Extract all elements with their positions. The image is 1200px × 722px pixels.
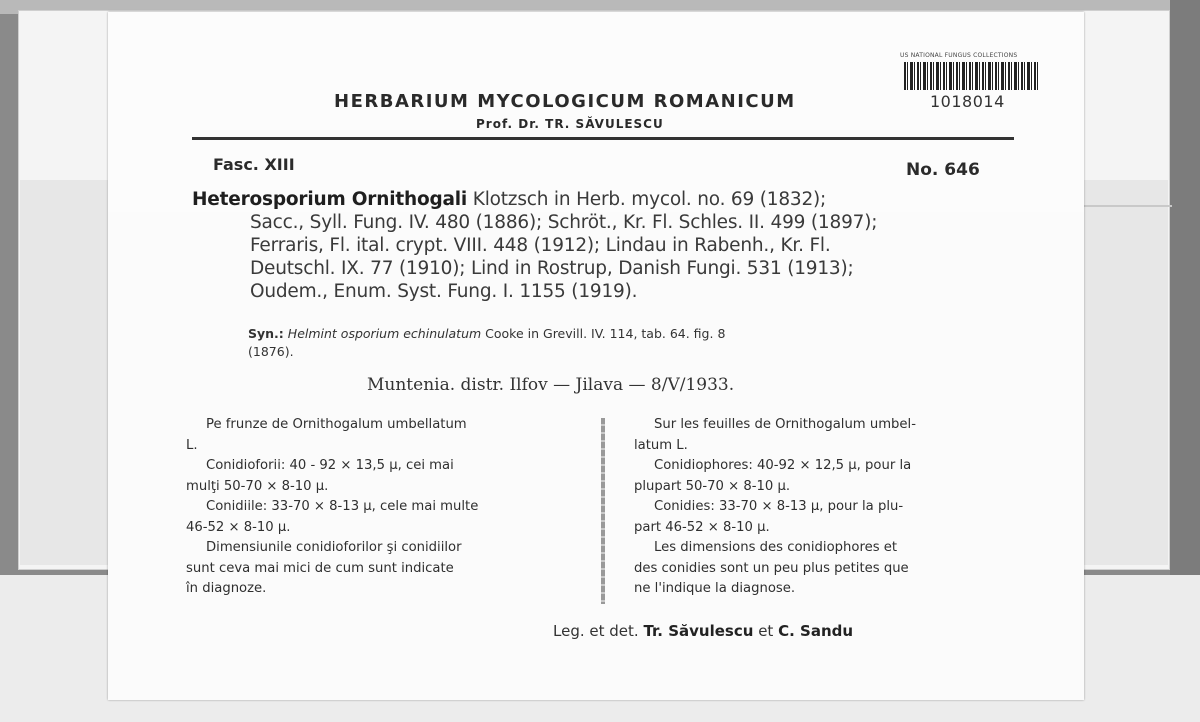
description-romanian: [186, 415, 586, 600]
barcode-number: 1018014: [930, 92, 1005, 111]
description-line: 46-52 × 8-10 μ.: [186, 519, 291, 535]
description-line: ne l'indique la diagnose.: [634, 581, 796, 596]
description-line: L.: [186, 437, 198, 453]
synonym-year: (1876).: [248, 344, 294, 359]
barcode-icon: [904, 62, 1040, 90]
fascicle-number: Fasc. XIII: [213, 155, 295, 174]
herbarium-subtitle: Prof. Dr. TR. SĂVULESCU: [476, 117, 664, 131]
specimen-number: No. 646: [906, 160, 980, 180]
description-line: latum L.: [634, 437, 688, 453]
description-line: des conidies sont un peu plus petites que: [634, 560, 909, 576]
synonym-name: Helmint osporium echinulatum: [287, 326, 482, 341]
barcode-caption: US NATIONAL FUNGUS COLLECTIONS: [900, 52, 1018, 59]
description-line: Les dimensions des conidiophores et: [654, 540, 898, 555]
citation-line: Oudem., Enum. Syst. Fung. I. 1155 (1919).: [250, 281, 638, 302]
taxon-citation: [192, 188, 1022, 303]
header-rule: [192, 137, 1014, 140]
citation-line: [192, 188, 1022, 211]
collector-conjunction: et: [758, 622, 774, 640]
description-line: part 46-52 × 8-10 μ.: [634, 519, 770, 535]
collector-prefix: Leg. et det.: [553, 622, 639, 640]
barcode-sticker: [900, 52, 1045, 122]
synonym-line: [248, 325, 1028, 343]
citation-line: Sacc., Syll. Fung. IV. 480 (1886); Schröt., Kr. Fl. Schles. II. 499 (1897);: [250, 212, 878, 233]
species-name: Heterosporium Ornithogali: [192, 189, 468, 210]
description-line: Conidioforii: 40 - 92 × 13,5 μ, cei mai: [206, 458, 454, 473]
collector-name-1: Tr. Săvulescu: [643, 622, 754, 640]
description-line: Sur les feuilles de Ornithogalum umbel-: [654, 417, 916, 432]
description-line: Dimensiunile conidioforilor şi conidiilor: [206, 540, 462, 555]
collection-locality: Muntenia. distr. Ilfov — Jilava — 8/V/1933.: [367, 375, 735, 395]
description-french: [634, 415, 1034, 600]
description-line: Conidies: 33-70 × 8-13 μ, pour la plu-: [654, 499, 904, 514]
citation-line: Deutschl. IX. 77 (1910); Lind in Rostrup, Danish Fungi. 531 (1913);: [250, 258, 854, 279]
citation-line: Ferraris, Fl. ital. crypt. VIII. 448 (1912); Lindau in Rabenh., Kr. Fl.: [250, 235, 831, 256]
description-line: mulţi 50-70 × 8-10 μ.: [186, 478, 329, 494]
collector-name-2: C. Sandu: [778, 622, 854, 640]
description-line: sunt ceva mai mici de cum sunt indicate: [186, 560, 454, 576]
herbarium-title: HERBARIUM MYCOLOGICUM ROMANICUM: [334, 91, 796, 112]
description-line: Conidiile: 33-70 × 8-13 μ, cele mai multe: [206, 499, 479, 514]
synonym-block: [248, 325, 1028, 361]
description-line: în diagnoze.: [186, 581, 267, 596]
synonym-label: Syn.:: [248, 326, 284, 341]
column-divider: [601, 418, 605, 604]
synonym-reference: Cooke in Grevill. IV. 114, tab. 64. fig. 8: [485, 326, 726, 341]
description-line: Pe frunze de Ornithogalum umbellatum: [206, 417, 467, 432]
description-line: plupart 50-70 × 8-10 μ.: [634, 478, 791, 494]
collector-line: [553, 622, 1013, 640]
citation-text: Klotzsch in Herb. mycol. no. 69 (1832);: [472, 189, 827, 210]
description-line: Conidiophores: 40-92 × 12,5 μ, pour la: [654, 458, 912, 473]
